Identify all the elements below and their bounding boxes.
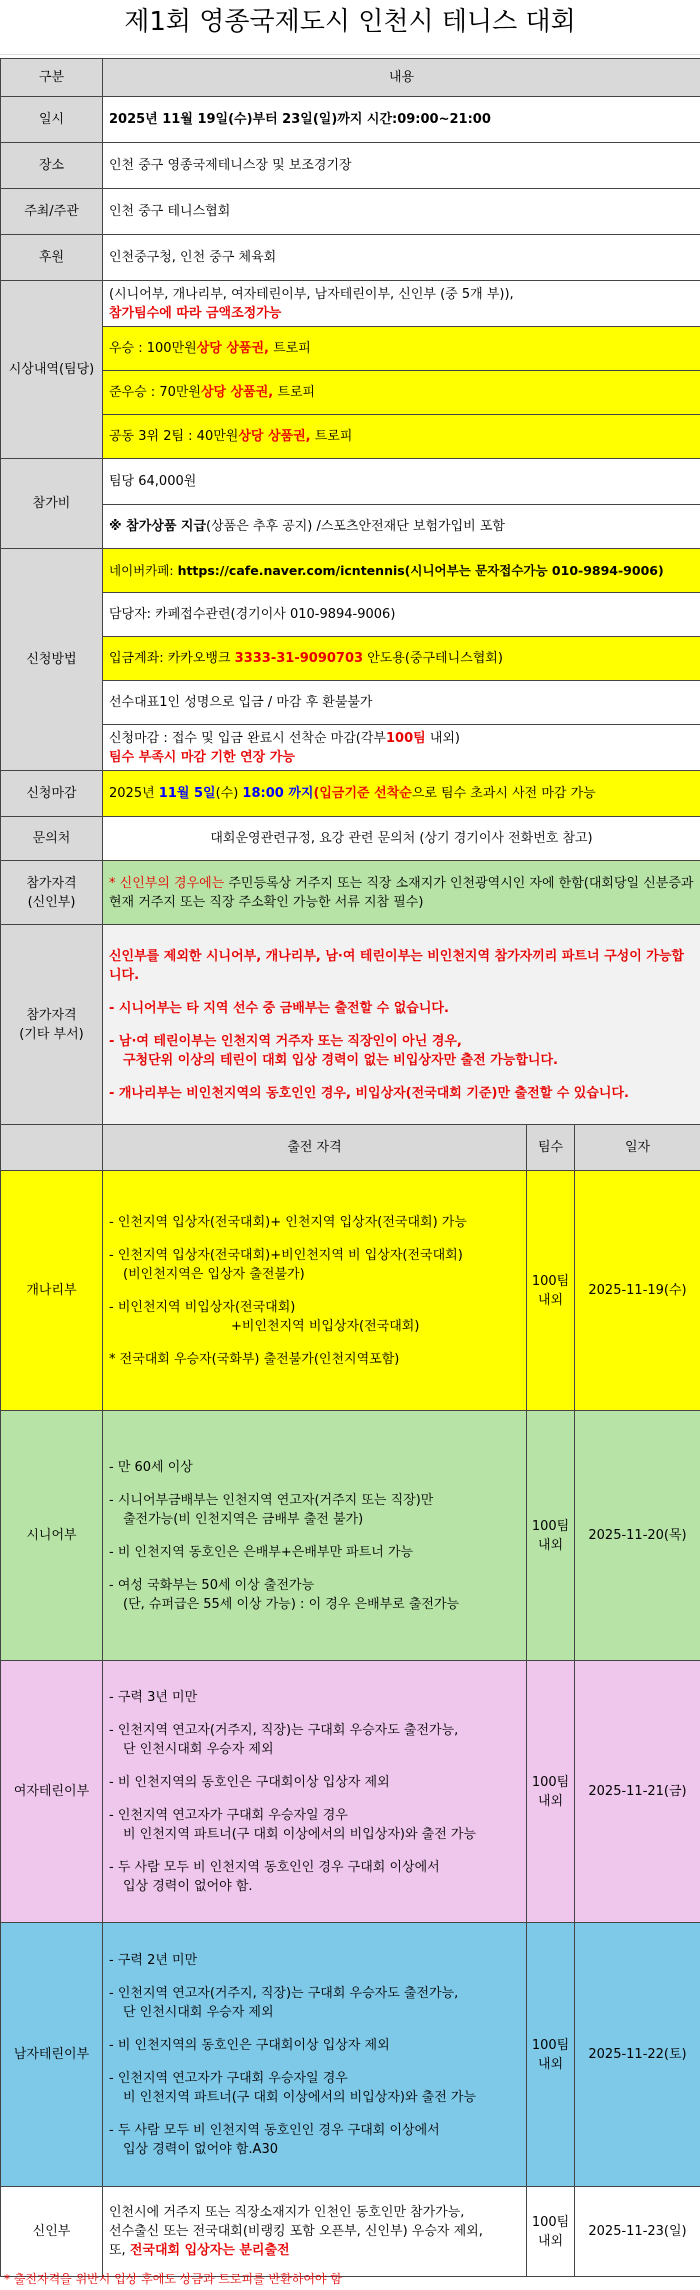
fee-note-bold: ※ 참가상품 지급 [109,519,207,534]
qual-line [109,1806,520,1844]
qual-other-p2: - 시니어부는 타 지역 선수 중 금배부는 출전할 수 없습니다. [109,1000,449,1016]
division-row-senior [1,1411,700,1661]
qual-subline: (단, 슈퍼급은 55세 이상 가능) : 이 경우 은배부로 출전가능 [123,1596,460,1612]
prize-desc [103,281,700,327]
division-name: 여자테린이부 [1,1661,103,1923]
division-teams: 100팀 내외 [527,1661,575,1923]
qual-line: - 인천지역 입상자(전국대회)+ 인천지역 입상자(전국대회) 가능 [109,1214,467,1230]
qual-line: 선수출신 또는 전국대회(비랭킹 포함 오픈부, 신인부) 우승자 제외, [109,2224,483,2239]
qual-subline: - 비인천지역 비입상자(전국대회) [109,1299,296,1315]
division-qual [103,2187,527,2277]
qual-line: - 구력 2년 미만 [109,1952,198,1968]
deadline-teams: 100팀 [385,730,426,746]
row-label: 신청마감 [1,771,103,817]
qual-subline: 입상 경력이 없어야 함. [123,1878,253,1894]
qual-line: - 비 인천지역의 동호인은 구대회이상 입상자 제외 [109,1774,390,1790]
division-date: 2025-11-21(금) [575,1661,700,1923]
prize-amount: 공동 3위 2팀 : 40만원 [109,429,239,444]
division-teams: 100팀 내외 [527,1171,575,1411]
prize-amount: 준우승 : 70만원 [109,385,201,400]
apply-cafe [103,549,700,593]
division-row-men [1,1923,700,2187]
row-apply-rep [1,681,700,725]
qual-subline: - 인천지역 연고자가 구대회 우승자일 경우 [109,2070,348,2086]
qual-line [109,1721,520,1759]
division-qual [103,1411,527,1661]
apply-rep: 선수대표1인 성명으로 입금 / 마감 후 환불불가 [103,681,700,725]
sponsor-text: 인천중구청, 인천 중구 체육회 [103,235,700,281]
qual-line: - 비 인천지역 동호인은 은배부+은배부만 파트너 가능 [109,1544,414,1560]
division-header-row [1,1125,700,1171]
row-label: 문의처 [1,817,103,861]
row-qual-rookie [1,861,700,925]
prize-desc-line1: (시니어부, 개나리부, 여자테린이부, 남자테린이부, 신인부 (중 5개 부)), [109,286,514,302]
row-label: 장소 [1,143,103,189]
division-name: 시니어부 [1,1411,103,1661]
qual-line: 인천시에 거주지 또는 직장소재지가 인천인 동호인만 참가가능, [109,2205,465,2220]
row-apply-contact [1,593,700,637]
qual-line: - 구력 3년 미만 [109,1689,198,1705]
cafe-label: 네이버카페: [109,563,178,578]
close-rest: 으로 팀수 초과시 사전 마감 가능 [411,786,596,801]
date-text: 2025년 11월 19일(수)부터 23일(일)까지 시간:09:00~21:00 [103,97,700,143]
division-name: 개나리부 [1,1171,103,1411]
host-text: 인천 중구 테니스협회 [103,189,700,235]
prize-amount: 우승 : 100만원 [109,341,197,356]
row-fee-amount [1,459,700,505]
division-qual [103,1171,527,1411]
qual-text: 또, [109,2243,130,2258]
qual-other-p3b: 구청단위 이상의 테린이 대회 입상 경력이 없는 비입상자만 출전 가능합니다. [123,1052,558,1068]
header-col1: 구분 [1,59,103,97]
division-qual [103,1661,527,1923]
prize-voucher: 상당 상품권, [196,341,269,356]
apply-contact: 담당자: 카페접수관련(경기이사 010-9894-9006) [103,593,700,637]
division-row-rookie [1,2187,700,2277]
row-label: 신청방법 [1,549,103,771]
qual-subline: 단 인천시대회 우승자 제외 [123,2004,274,2020]
close-day: (수) [215,786,243,801]
qual-subline: +비인천지역 비입상자(전국대회) [231,1318,420,1334]
division-date: 2025-11-20(목) [575,1411,700,1661]
close-basis: (입금기준 선착순 [313,786,412,801]
inquiry-text: 대회운영관련규정, 요강 관련 문의처 (상기 경기이사 전화번호 참고) [103,817,700,861]
qual-line [109,1858,520,1896]
qual-rookie-text [103,861,700,925]
division-name: 남자테린이부 [1,1923,103,2187]
label-line1: 참가자격 [26,875,77,891]
qual-line [109,1984,520,2022]
row-place [1,143,700,189]
division-header-qual: 출전 자격 [103,1125,527,1171]
row-prize-third [1,415,700,459]
division-teams: 100팀 내외 [527,1411,575,1661]
division-name: 신인부 [1,2187,103,2277]
row-qual-other [1,925,700,1125]
fee-note [103,505,700,549]
row-label [1,861,103,925]
label-line1: 참가자격 [26,1007,77,1023]
qual-line [109,2069,520,2107]
qual-line [109,2241,520,2260]
qual-other-p1: 신인부를 제외한 시니어부, 개나리부, 남·여 테린이부는 비인천지역 참가자끼리 파트너 구성이 가능합니다. [109,948,684,983]
qual-subline: - 두 사람 모두 비 인천지역 동호인인 경우 구대회 이상에서 [109,2122,440,2138]
qual-subline: - 인천지역 연고자가 구대회 우승자일 경우 [109,1807,348,1823]
place-text: 인천 중구 영종국제테니스장 및 보조경기장 [103,143,700,189]
division-qual [103,1923,527,2187]
prize-trophy: 트로피 [268,341,311,356]
division-header-teams: 팀수 [527,1125,575,1171]
prize-desc-line2: 참가팀수에 따라 금액조정가능 [109,305,282,321]
row-apply-cafe [1,549,700,593]
row-date [1,97,700,143]
close-text [103,771,700,817]
qual-line [109,1576,520,1614]
prize-first [103,327,700,371]
qual-subline: 입상 경력이 없어야 함.A30 [123,2141,278,2157]
fee-note-rest: (상품은 추후 공지) /스포츠안전재단 보험가입비 포함 [206,519,505,534]
qual-rookie-body: 주민등록상 거주지 또는 직장 소재지가 인천광역시인 자에 한함(대회당일 신분증과 현재 거주지 또는 직장 주소확인 가능한 서류 지참 필수) [109,875,694,910]
qual-rookie-lead: * 신인부의 경우에는 [109,875,225,891]
row-fee-note [1,505,700,549]
qual-subline: - 인천지역 연고자(거주지, 직장)는 구대회 우승자도 출전가능, [109,1722,459,1738]
footer-note: * 출전자격을 위반시 입상 후에도 상금과 트로피를 반환하여야 함 [4,2272,342,2286]
row-inquiry [1,817,700,861]
qual-line: * 전국대회 우승자(국화부) 출전불가(인천지역포함) [109,1351,400,1367]
close-year: 2025년 [109,786,159,801]
qual-subline: 비 인천지역 파트너(구 대회 이상에서의 비입상자)와 출전 가능 [123,1826,477,1842]
qual-subline: - 인천지역 입상자(전국대회)+비인천지역 비 입상자(전국대회) [109,1247,463,1263]
qual-line [109,2121,520,2159]
label-line2: (신인부) [27,894,76,910]
qual-subline: - 시니어부금배부는 인천지역 연고자(거주지 또는 직장)만 [109,1492,434,1508]
page-title: 제1회 영종국제도시 인천시 테니스 대회 [0,0,700,55]
row-prize-second [1,371,700,415]
header-row [1,59,700,97]
deadline-line2: 팀수 부족시 마감 기한 연장 가능 [109,749,295,765]
row-prize-first [1,327,700,371]
qual-line [109,1246,520,1284]
close-date: 11월 5일 [158,786,216,801]
header-col2: 내용 [103,59,700,97]
cafe-link[interactable]: https://cafe.naver.com/icntennis(시니어부는 문자접수가능 010-9894-9006) [177,563,664,578]
info-table [0,58,700,2277]
prize-trophy: 트로피 [310,429,353,444]
fee-amount: 팀당 64,000원 [103,459,700,505]
division-date: 2025-11-19(수) [575,1171,700,1411]
account-label: 입금계좌: 카카오뱅크 [109,651,235,666]
qual-subline: - 여성 국화부는 50세 이상 출전가능 [109,1577,315,1593]
row-label: 시상내역(팀당) [1,281,103,459]
apply-account [103,637,700,681]
division-date: 2025-11-22(토) [575,1923,700,2187]
qual-other-text [103,925,700,1125]
division-teams: 100팀 내외 [527,1923,575,2187]
prize-voucher: 상당 상품권, [200,385,274,400]
account-holder: 안도용(중구테니스협회) [363,651,503,666]
row-prize-desc [1,281,700,327]
division-date: 2025-11-23(일) [575,2187,700,2277]
row-label: 참가비 [1,459,103,549]
row-label: 후원 [1,235,103,281]
qual-subline: - 두 사람 모두 비 인천지역 동호인인 경우 구대회 이상에서 [109,1859,440,1875]
qual-other-p3 [109,1032,694,1070]
deadline-line1 [109,729,694,748]
qual-other-p4: - 개나리부는 비인천지역의 동호인인 경우, 비입상자(전국대회 기준)만 출전할 수 있습니다. [109,1085,629,1101]
qual-line: - 만 60세 이상 [109,1459,193,1475]
qual-line: - 비 인천지역의 동호인은 구대회이상 입상자 제외 [109,2037,390,2053]
row-label: 일시 [1,97,103,143]
row-apply-deadline [1,725,700,771]
prize-trophy: 트로피 [273,385,316,400]
qual-line [109,1491,520,1529]
division-header-blank [1,1125,103,1171]
qual-text-red: 전국대회 입상자는 분리출전 [129,2243,290,2258]
deadline-text-end: 내외) [425,730,461,746]
qual-subline: (비인천지역은 입상자 출전불가) [123,1266,305,1282]
apply-deadline [103,725,700,771]
row-sponsor [1,235,700,281]
account-number: 3333-31-9090703 [234,651,364,666]
row-host [1,189,700,235]
qual-subline: 비 인천지역 파트너(구 대회 이상에서의 비입상자)와 출전 가능 [123,2089,477,2105]
prize-third [103,415,700,459]
row-label [1,925,103,1125]
qual-subline: 단 인천시대회 우승자 제외 [123,1741,274,1757]
qual-line [109,1298,520,1336]
row-close [1,771,700,817]
deadline-text: 신청마감 : 접수 및 입금 완료시 선착순 마감(각부 [109,730,386,746]
label-line2: (기타 부서) [19,1026,84,1042]
qual-subline: - 인천지역 연고자(거주지, 직장)는 구대회 우승자도 출전가능, [109,1985,459,2001]
division-header-date: 일자 [575,1125,700,1171]
qual-subline: 출전가능(비 인천지역은 금배부 출전 불가) [123,1511,364,1527]
row-label: 주최/주관 [1,189,103,235]
prize-voucher: 상당 상품권, [238,429,311,444]
division-teams: 100팀 내외 [527,2187,575,2277]
division-row-gaenari [1,1171,700,1411]
close-time: 18:00 까지 [242,786,314,801]
qual-other-p3a: - 남·여 테린이부는 인천지역 거주자 또는 직장인이 아닌 경우, [109,1033,462,1049]
division-row-women [1,1661,700,1923]
row-apply-account [1,637,700,681]
prize-second [103,371,700,415]
